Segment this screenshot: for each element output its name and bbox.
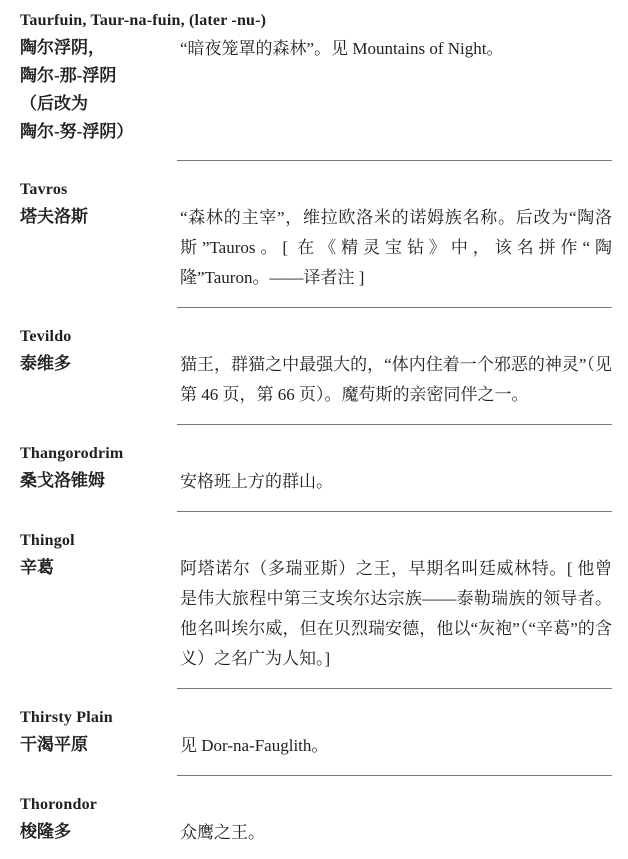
entry-headword: Thirsty Plain [20, 709, 113, 726]
entry-headword: Thorondor [20, 796, 98, 813]
entry-body [20, 554, 612, 674]
entry-definition: 见 Dor-na-Fauglith。 [180, 736, 329, 755]
entry-name-column [20, 34, 180, 146]
entry-divider [177, 688, 612, 689]
entry-name-line: 陶尔-那-浮阴 [20, 66, 117, 85]
entry-body [20, 467, 612, 497]
entry-headword: Thingol [20, 532, 75, 549]
entry-definition: “森林的主宰”，维拉欧洛米的诺姆族名称。后改为“陶洛斯”Tauros。[ 在《精灵宝钻》中，该名拼作“陶隆”Tauron。——译者注 ] [180, 208, 612, 287]
glossary-entry [20, 705, 612, 776]
entry-name-column [20, 731, 180, 759]
glossary-entry [20, 528, 612, 689]
entry-name-line: 泰维多 [20, 354, 71, 373]
entry-headword: Tavros [20, 181, 68, 198]
entry-headword: Tevildo [20, 328, 72, 345]
entry-headword: Taurfuin, Taur-na-fuin, (later -nu-) [20, 12, 267, 29]
entry-name-column [20, 554, 180, 582]
entry-definition: 猫王，群猫之中最强大的，“体内住着一个邪恶的神灵”（见第 46 页，第 66 页）。魔苟斯的亲密同伴之一。 [180, 355, 612, 404]
entry-divider [177, 424, 612, 425]
entry-name-column [20, 203, 180, 231]
entry-name-line: 梭隆多 [20, 822, 71, 841]
entry-name-line: 辛葛 [20, 558, 54, 577]
entry-divider [177, 307, 612, 308]
entry-headword: Thangorodrim [20, 445, 124, 462]
entry-divider [177, 160, 612, 161]
glossary-entry [20, 441, 612, 512]
entry-body [20, 34, 612, 146]
entry-definition: 安格班上方的群山。 [180, 472, 333, 491]
glossary-entry [20, 792, 612, 859]
entry-name-line: 干渴平原 [20, 735, 88, 754]
entry-body [20, 350, 612, 410]
glossary-entry-list [20, 8, 612, 859]
entry-definition: 众鹰之王。 [180, 823, 265, 842]
entry-definition: 阿塔诺尔（多瑞亚斯）之王，早期名叫廷威林特。[ 他曾是伟大旅程中第三支埃尔达宗族——泰勒瑞族的领导者。他名叫埃尔威，但在贝烈瑞安德，他以“灰袍”（“辛葛”的含义）之名广为人知。] [180, 559, 612, 668]
entry-name-line: 陶尔-努-浮阴） [20, 122, 134, 141]
entry-definition: “暗夜笼罩的森林”。见 Mountains of Night。 [180, 39, 504, 58]
entry-body [20, 203, 612, 293]
entry-name-line: 桑戈洛锥姆 [20, 471, 105, 490]
entry-divider [177, 775, 612, 776]
entry-name-column [20, 467, 180, 495]
entry-divider [177, 511, 612, 512]
entry-name-line: 塔夫洛斯 [20, 207, 88, 226]
entry-name-column [20, 818, 180, 846]
glossary-entry [20, 8, 612, 161]
entry-body [20, 818, 612, 848]
glossary-entry [20, 177, 612, 308]
entry-name-line: 陶尔浮阴， [20, 38, 105, 57]
entry-name-line: （后改为 [20, 94, 88, 113]
entry-name-column [20, 350, 180, 378]
glossary-entry [20, 324, 612, 425]
entry-body [20, 731, 612, 761]
